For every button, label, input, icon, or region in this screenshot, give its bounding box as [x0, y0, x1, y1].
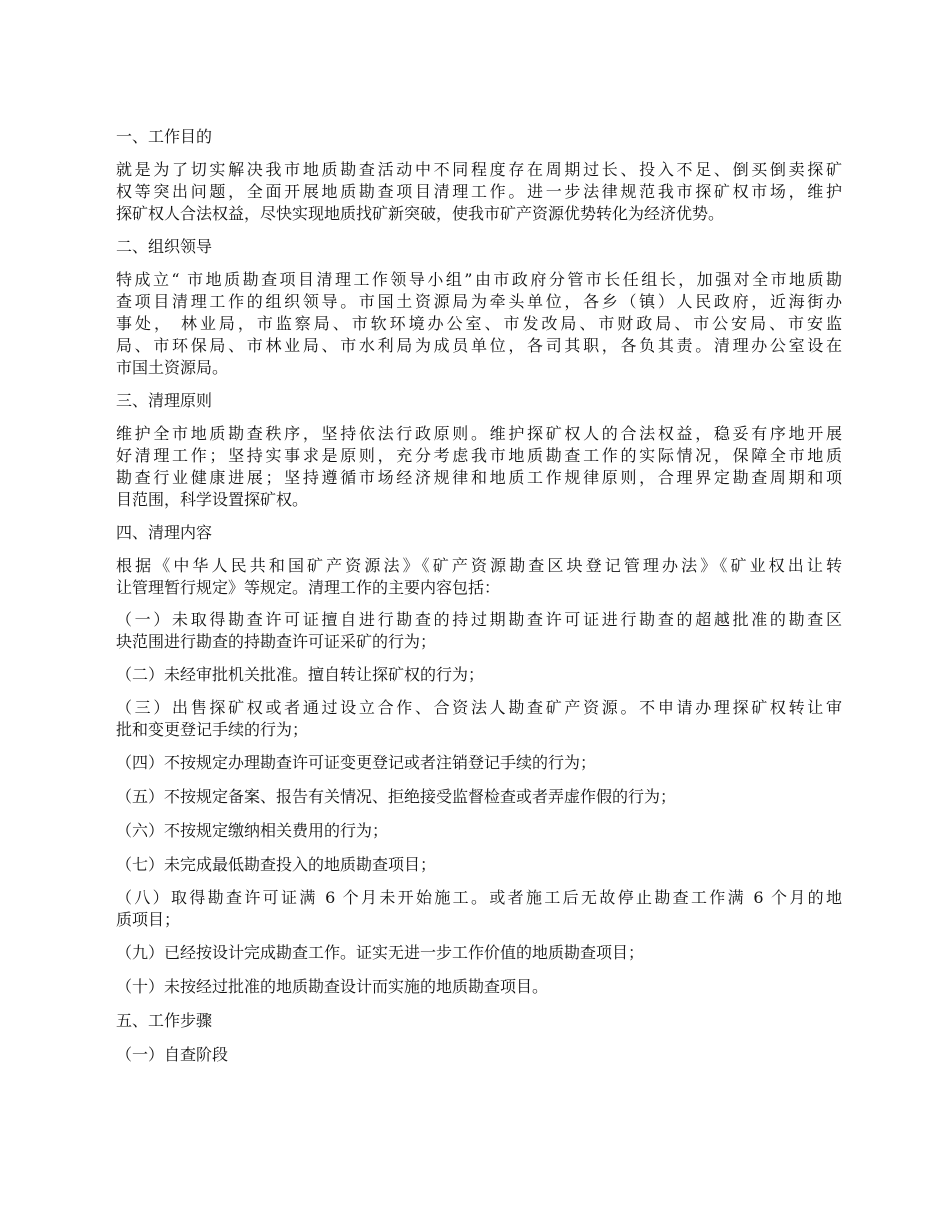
- section-heading-leadership: 二、组织领导: [116, 237, 213, 256]
- text-line: 根据《中华人民共和国矿产资源法》《矿产资源勘查区块登记管理办法》《矿业权出让转: [116, 556, 842, 575]
- section-heading-content: 四、清理内容: [116, 523, 213, 542]
- text-line: 特成立“ 市地质勘查项目清理工作领导小组”由市政府分管市长任组长，加强对全市地质勘: [116, 270, 842, 289]
- text-line: 市国土资源局。: [116, 358, 229, 377]
- section-paragraph-content-intro: [116, 555, 842, 599]
- section-heading-goal: 一、工作目的: [116, 127, 213, 146]
- text-line: 维护全市地质勘查秩序，坚持依法行政原则。维护探矿权人的合法权益，稳妥有序地开展: [116, 424, 842, 443]
- text-line: 局、市环保局、市林业局、市水利局为成员单位，各司其职，各负其责。清理办公室设在: [116, 336, 842, 355]
- list-item: （五）不按规定备案、报告有关情况、拒绝接受监督检查或者弄虚作假的行为；: [116, 787, 677, 806]
- list-item: [116, 887, 842, 931]
- section-heading-principles: 三、清理原则: [116, 391, 213, 410]
- text-line: 权等突出问题，全面开展地质勘查项目清理工作。进一步法律规范我市探矿权市场，维护: [116, 182, 842, 201]
- list-item: （四）不按规定办理勘查许可证变更登记或者注销登记手续的行为；: [116, 753, 597, 772]
- list-item: [116, 697, 842, 741]
- text-line: 勘查行业健康进展；坚持遵循市场经济规律和地质工作规律原则，合理界定勘查周期和项: [116, 468, 842, 487]
- text-line: （一）未取得勘查许可证擅自进行勘查的持过期勘查许可证进行勘查的超越批准的勘查区: [116, 610, 842, 629]
- text-line: 事处， 林业局，市监察局、市软环境办公室、市发改局、市财政局、市公安局、市安监: [116, 314, 842, 333]
- text-line: 让管理暂行规定》等规定。清理工作的主要内容包括：: [116, 578, 501, 597]
- section-heading-steps: 五、工作步骤: [116, 1011, 213, 1030]
- text-line: 探矿权人合法权益，尽快实现地质找矿新突破，使我市矿产资源优势转化为经济优势。: [116, 204, 725, 223]
- section-paragraph-goal: [116, 159, 842, 225]
- text-line: （八）取得勘查许可证满 6 个月未开始施工。或者施工后无故停止勘查工作满 6 个月的地: [116, 888, 842, 907]
- text-line: （三）出售探矿权或者通过设立合作、合资法人勘查矿产资源。不申请办理探矿权转让审: [116, 698, 842, 717]
- list-item: （二）未经审批机关批准。擅自转让探矿权的行为；: [116, 665, 485, 684]
- list-item: （十）未按经过批准的地质勘查设计而实施的地质勘查项目。: [116, 977, 549, 996]
- text-line: 查项目清理工作的组织领导。市国土资源局为牵头单位，各乡（镇）人民政府，近海街办: [116, 292, 842, 311]
- list-item: （七）未完成最低勘查投入的地质勘查项目；: [116, 855, 437, 874]
- text-line: 批和变更登记手续的行为；: [116, 720, 309, 739]
- text-line: 块范围进行勘查的持勘查许可证采矿的行为；: [116, 632, 437, 651]
- text-line: 好清理工作；坚持实事求是原则，充分考虑我市地质勘查工作的实际情况，保障全市地质: [116, 446, 842, 465]
- section-paragraph-leadership: [116, 269, 842, 379]
- list-item: [116, 609, 842, 653]
- document-body: [116, 125, 842, 1077]
- text-line: 质项目；: [116, 910, 181, 929]
- list-item: （九）已经按设计完成勘查工作。证实无进一步工作价值的地质勘查项目；: [116, 943, 645, 962]
- text-line: 就是为了切实解决我市地质勘查活动中不同程度存在周期过长、投入不足、倒买倒卖探矿: [116, 160, 842, 179]
- text-line: 目范围，科学设置探矿权。: [116, 490, 309, 509]
- section-paragraph-principles: [116, 423, 842, 511]
- subsection-heading: （一）自查阶段: [116, 1045, 229, 1064]
- list-item: （六）不按规定缴纳相关费用的行为；: [116, 821, 389, 840]
